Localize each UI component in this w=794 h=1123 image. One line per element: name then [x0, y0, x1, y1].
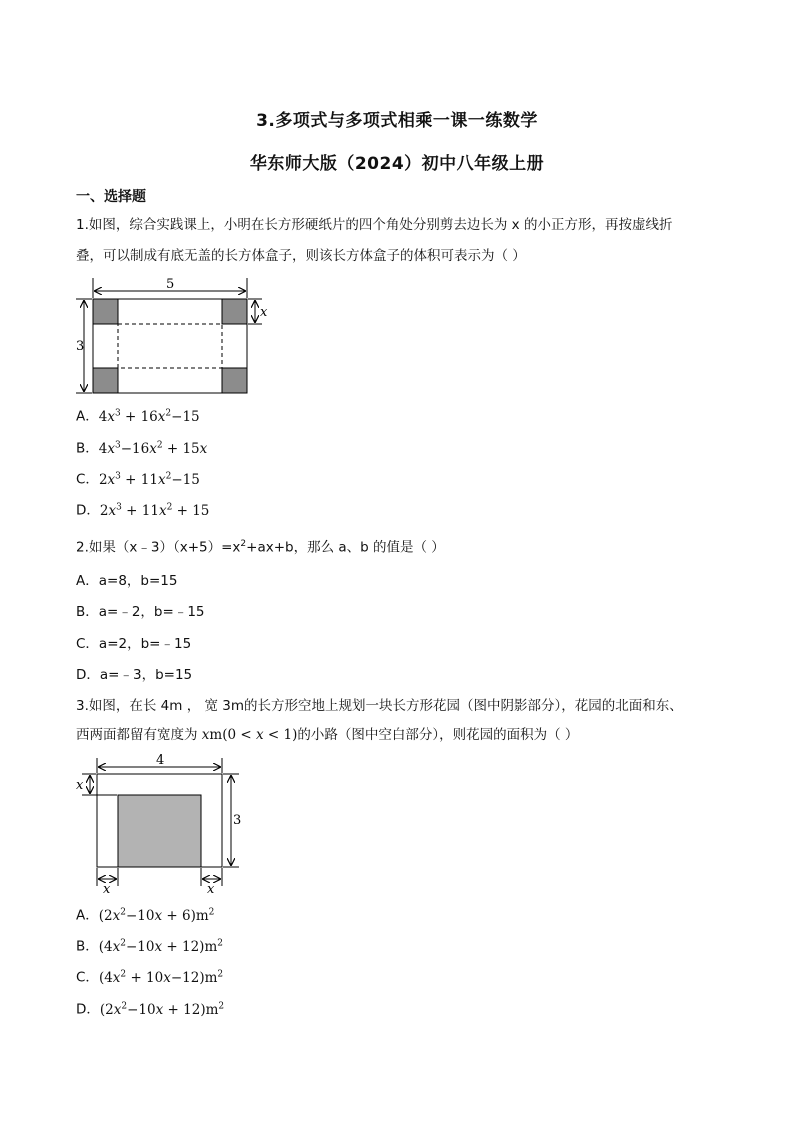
q2-option-c: C．a=2，b=﹣15	[76, 636, 192, 652]
q1-figure	[76, 278, 276, 400]
q1-option-a: A．$4x^3 + 16x^2-15$	[76, 408, 200, 425]
q3-text-line1: 3.如图，在长 4m ， 宽 3m的长方形空地上规划一块长方形花园（图中阴影部分），花园的北面和东、	[76, 698, 683, 714]
q1-text-line2: 叠，可以制成有底无盖的长方体盒子，则该长方体盒子的体积可表示为（ ）	[76, 248, 526, 264]
q1-text-line1: 1.如图，综合实践课上，小明在长方形硬纸片的四个角处分别剪去边长为 x 的小正方形，再按虚线折	[76, 217, 673, 233]
page-subtitle: 华东师大版（2024）初中八年级上册	[249, 154, 545, 174]
q3-label-x-top: x	[76, 778, 84, 793]
section-heading: 一、选择题	[76, 189, 146, 205]
q3-option-a: A．$(2x^2-10x + 6)m^2$	[76, 907, 215, 924]
q3-label-x-right: x	[207, 882, 215, 894]
q1-option-c: C．$2x^3 + 11x^2-15$	[76, 471, 200, 488]
q1-option-b: B．$4x^3-16x^2 + 15x$	[76, 440, 208, 457]
q3-figure	[76, 752, 256, 894]
q2-option-d: D．a=﹣3，b=15	[76, 667, 193, 683]
q3-option-c: C．$(4x^2 + 10x-12)m^2$	[76, 969, 224, 986]
q2-option-b: B．a=﹣2，b=﹣15	[76, 604, 205, 620]
q2-text: 2.如果$(x﹣3)(x+5)=x^2+ax+b$，那么 a、b 的值是（ ）	[76, 539, 445, 556]
q1-label-width: 5	[166, 278, 175, 292]
q3-label-height: 3	[233, 813, 242, 828]
q3-option-d: D．$(2x^2-10x + 12)m^2$	[76, 1001, 225, 1018]
q3-label-x-left: x	[103, 882, 111, 894]
q1-option-d: D．$2x^3 + 11x^2 + 15$	[76, 502, 210, 519]
q2-option-a: A．a=8，b=15	[76, 573, 178, 589]
q3-option-b: B．$(4x^2-10x + 12)m^2$	[76, 938, 223, 955]
q3-text-line2: 西两面都留有宽度为 xm(0 < x < 1)的小路（图中空白部分），则花园的面积为（ ）	[76, 727, 579, 743]
q1-label-x: x	[260, 305, 268, 320]
q3-label-width: 4	[156, 753, 165, 768]
page-title: 3.多项式与多项式相乘一课一练数学	[256, 111, 538, 131]
q1-label-height: 3	[76, 339, 85, 354]
